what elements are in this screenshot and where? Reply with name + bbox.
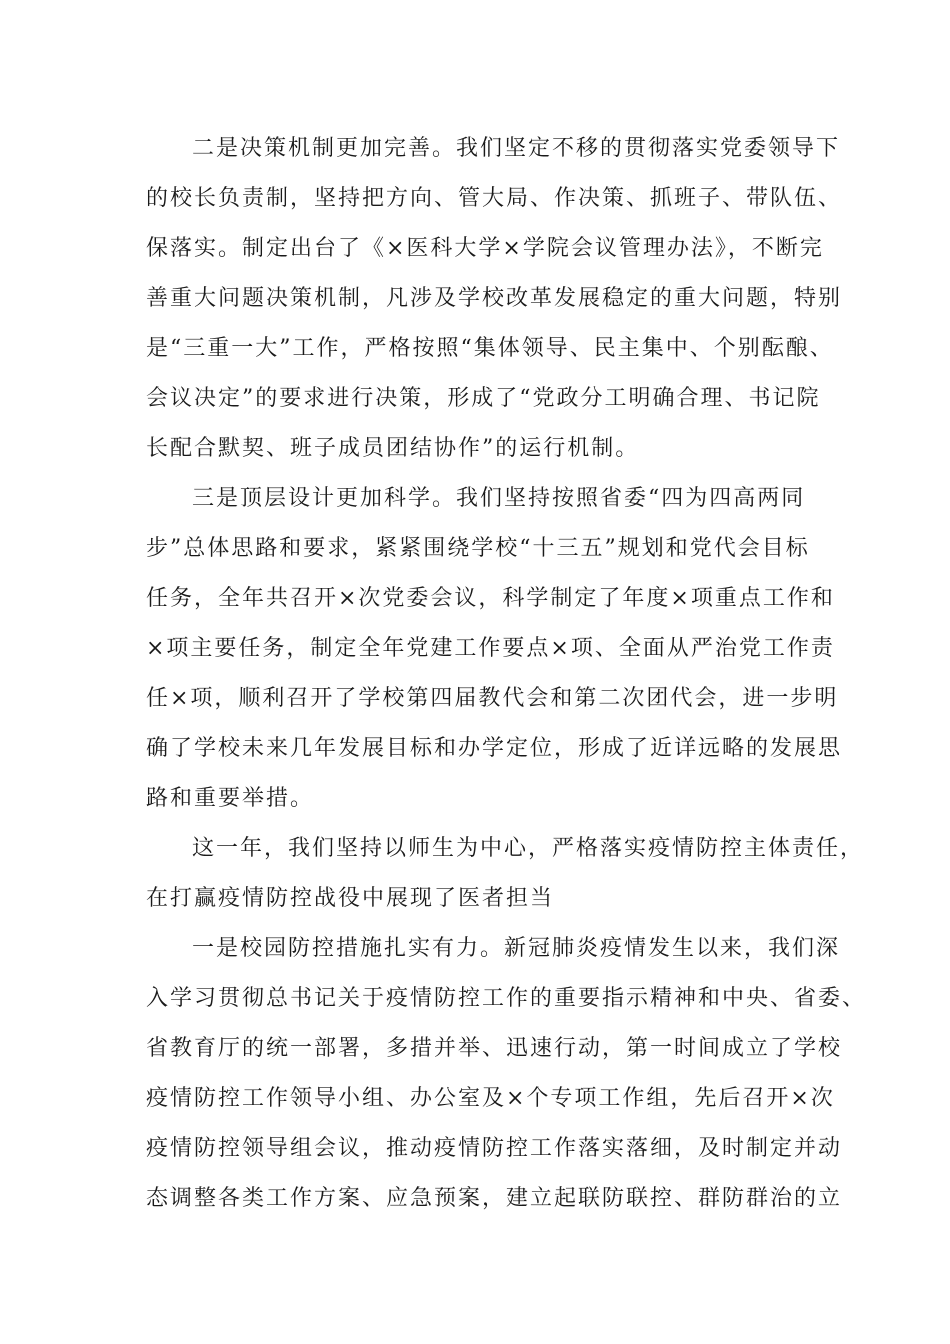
text-line: 二是决策机制更加完善。我们坚定不移的贯彻落实党委领导下 <box>192 136 841 161</box>
paragraph-campus-prevention <box>146 924 867 1224</box>
text-line: 善重大问题决策机制，凡涉及学校改革发展稳定的重大问题，特别 <box>146 286 843 311</box>
text-line: 省教育厅的统一部署，多措并举、迅速行动，第一时间成立了学校 <box>146 1036 843 1061</box>
document-body <box>146 124 867 1224</box>
text-line: 任×项，顺利召开了学校第四届教代会和第二次团代会，进一步明 <box>146 686 839 711</box>
text-line: 态调整各类工作方案、应急预案，建立起联防联控、群防群治的立 <box>146 1186 843 1211</box>
text-line: 一是校园防控措施扎实有力。新冠肺炎疫情发生以来，我们深 <box>192 936 841 961</box>
text-line: 长配合默契、班子成员团结协作”的运行机制。 <box>146 436 640 461</box>
text-line: 是“三重一大”工作，严格按照“集体领导、民主集中、个别酝酿、 <box>146 336 834 361</box>
text-line: 入学习贯彻总书记关于疫情防控工作的重要指示精神和中央、省委、 <box>146 986 867 1011</box>
text-line: 在打赢疫情防控战役中展现了医者担当 <box>146 886 555 911</box>
paragraph-epidemic-summary <box>146 824 865 924</box>
text-line: 路和重要举措。 <box>146 786 315 811</box>
paragraph-decision-mechanism <box>146 124 843 474</box>
text-line: 这一年，我们坚持以师生为中心，严格落实疫情防控主体责任， <box>192 836 865 861</box>
text-line: 的校长负责制，坚持把方向、管大局、作决策、抓班子、带队伍、 <box>146 186 843 211</box>
paragraph-top-level-design <box>146 474 843 824</box>
text-line: 步”总体思路和要求，紧紧围绕学校“十三五”规划和党代会目标 <box>146 536 810 561</box>
text-line: 会议决定”的要求进行决策，形成了“党政分工明确合理、书记院 <box>146 386 821 411</box>
text-line: 任务，全年共召开×次党委会议，科学制定了年度×项重点工作和 <box>146 586 835 611</box>
text-line: ×项主要任务，制定全年党建工作要点×项、全面从严治党工作责 <box>146 636 835 661</box>
text-line: 疫情防控领导组会议，推动疫情防控工作落实落细，及时制定并动 <box>146 1136 843 1161</box>
text-line: 疫情防控工作领导小组、办公室及×个专项工作组，先后召开×次 <box>146 1086 835 1111</box>
text-line: 保落实。制定出台了《×医科大学×学院会议管理办法》，不断完 <box>146 236 824 261</box>
text-line: 确了学校未来几年发展目标和办学定位，形成了近详远略的发展思 <box>146 736 843 761</box>
text-line: 三是顶层设计更加科学。我们坚持按照省委“四为四高两同 <box>192 486 806 511</box>
